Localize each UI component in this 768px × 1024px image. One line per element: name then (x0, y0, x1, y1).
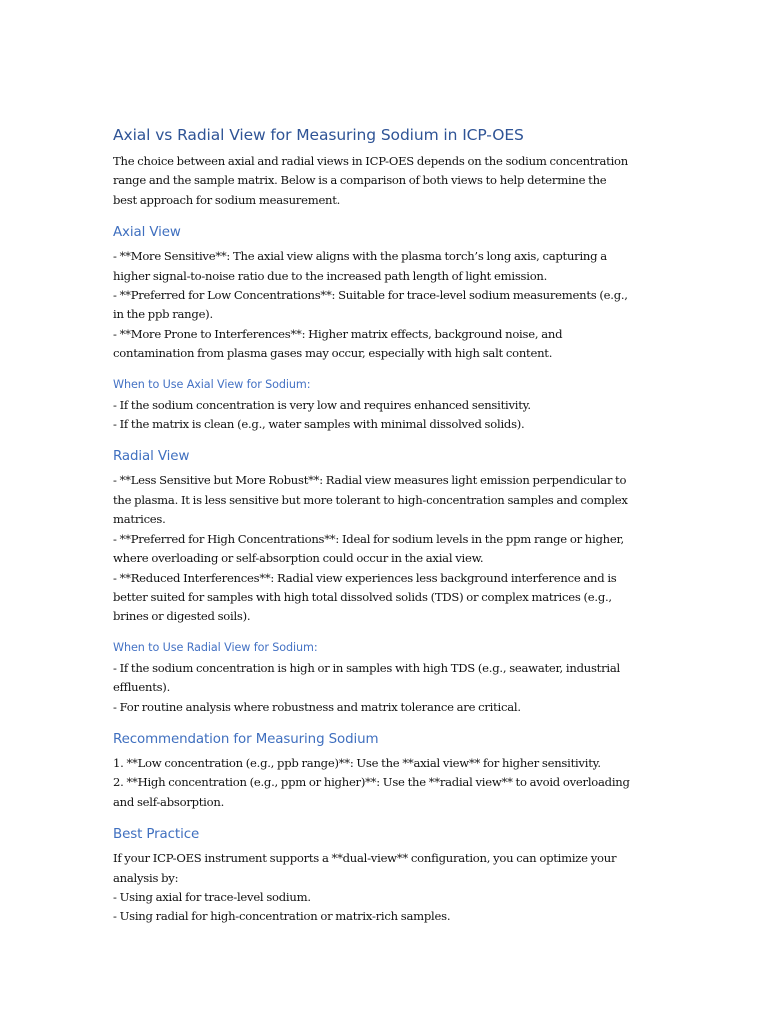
text-line: - **Preferred for Low Concentrations**: Suitable for trace-level sodium measurements (e.g., (113, 288, 628, 303)
axial-when-body (113, 396, 658, 435)
text-line: brines or digested soils). (113, 609, 251, 624)
text-line: where overloading or self-absorption could occur in the axial view. (113, 551, 484, 566)
text-line: contamination from plasma gases may occur, especially with high salt content. (113, 346, 553, 361)
text-line: - Using axial for trace-level sodium. (113, 889, 311, 904)
text-line: - **Preferred for High Concentrations**: Ideal for sodium levels in the ppm range or higher, (113, 531, 624, 546)
text-line: - **Less Sensitive but More Robust**: Radial view measures light emission perpendicular to (113, 473, 627, 488)
text-line: - Using radial for high-concentration or matrix-rich samples. (113, 909, 451, 924)
radial-view-body (113, 471, 658, 626)
text-line: - If the sodium concentration is very low and requires enhanced sensitivity. (113, 397, 531, 412)
text-line: 1. **Low concentration (e.g., ppb range)**: Use the **axial view** for higher sensitivity. (113, 755, 601, 770)
best-practice-heading: Best Practice (113, 827, 200, 843)
text-line: - If the sodium concentration is high or in samples with high TDS (e.g., seawater, industrial (113, 660, 620, 675)
axial-view-heading: Axial View (113, 225, 181, 241)
recommendation-body (113, 754, 658, 812)
text-line: The choice between axial and radial views in ICP-OES depends on the sodium concentration (113, 154, 628, 168)
radial-view-heading: Radial View (113, 449, 190, 465)
best-practice-body (113, 849, 658, 927)
document-page (113, 125, 658, 927)
radial-when-body (113, 659, 658, 717)
text-line: - If the matrix is clean (e.g., water samples with minimal dissolved solids). (113, 417, 525, 432)
text-line: higher signal-to-noise ratio due to the increased path length of light emission. (113, 268, 548, 283)
text-line: best approach for sodium measurement. (113, 192, 341, 207)
text-line: If your ICP-OES instrument supports a **dual-view** configuration, you can optimize your (113, 851, 617, 866)
text-line: - For routine analysis where robustness and matrix tolerance are critical. (113, 699, 521, 714)
text-line: 2. **High concentration (e.g., ppm or higher)**: Use the **radial view** to avoid overloading (113, 775, 630, 790)
axial-view-body (113, 247, 658, 363)
text-line: - **Reduced Interferences**: Radial view experiences less background interference and is (113, 570, 617, 585)
text-line: matrices. (113, 512, 166, 527)
text-line: range and the sample matrix. Below is a comparison of both views to help determine the (113, 173, 607, 188)
text-line: the plasma. It is less sensitive but more tolerant to high-concentration samples and complex (113, 492, 628, 507)
intro-paragraph (113, 152, 658, 210)
text-line: - **More Sensitive**: The axial view aligns with the plasma torch’s long axis, capturing a (113, 249, 607, 264)
document-title: Axial vs Radial View for Measuring Sodium in ICP-OES (113, 126, 524, 144)
text-line: analysis by: (113, 870, 179, 885)
text-line: effluents). (113, 680, 171, 695)
text-line: better suited for samples with high total dissolved solids (TDS) or complex matrices (e.g., (113, 589, 612, 604)
text-line: and self-absorption. (113, 794, 225, 809)
text-line: - **More Prone to Interferences**: Higher matrix effects, background noise, and (113, 326, 563, 341)
axial-when-heading: When to Use Axial View for Sodium: (113, 377, 311, 391)
text-line: in the ppb range). (113, 307, 213, 322)
radial-when-heading: When to Use Radial View for Sodium: (113, 640, 318, 654)
recommendation-heading: Recommendation for Measuring Sodium (113, 731, 379, 747)
